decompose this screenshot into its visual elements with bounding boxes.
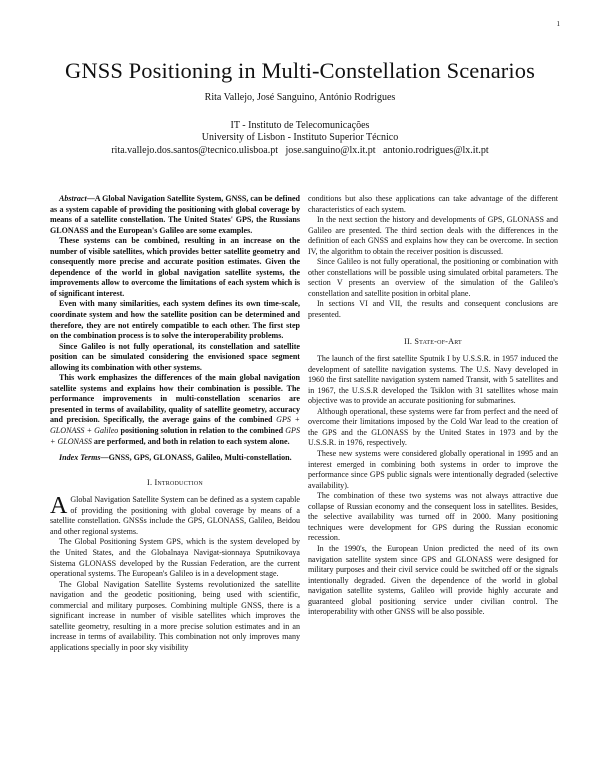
index-terms: Index Terms—GNSS, GPS, GLONASS, Galileo, Multi-constellation. xyxy=(59,453,292,463)
math-gps-glonass-galileo: GPS + GLONASS + Galileo xyxy=(50,415,300,436)
intro-paragraph-6: In sections VI and VII, the results and consequent conclusions are presented. xyxy=(308,299,558,320)
affiliation-line-2: University of Lisbon - Instituto Superior Técnico xyxy=(201,132,399,144)
soa-paragraph-3: These new systems were considered globally operational in 1995 and an interest emerged in combining both systems in order to improve the performance since GPS public signals were intentionally degraded (selective availability). xyxy=(308,449,558,490)
page-number: 1 xyxy=(556,20,560,28)
intro-paragraph-5: Since Galileo is not fully operational, the positioning or combination with other constellations will be possible using simulated orbital parameters. The section V presents an overview of the simulation of the Galileo's constellation and satellite position in orbital plane. xyxy=(308,257,558,298)
affiliation-block xyxy=(0,120,600,157)
section-heading-state-of-art: II. State-of-Art xyxy=(404,336,462,346)
left-column xyxy=(50,194,300,653)
drop-cap: A xyxy=(50,493,68,520)
abstract-paragraph-5: This work emphasizes the differences of the main global navigation satellite systems and explains how their combination is possible. The performance improvements in multi-constellation scenarios are presented in terms of availability, quality of satellite geometry, accuracy and precision. Specifically, the average gains of the combined GPS + GLONASS + Galileo positioning solution in relation to the combined GPS + GLONASS are performed, and both in relation to each system alone. xyxy=(50,373,300,446)
abstract-label: Abstract xyxy=(59,194,87,203)
author-emails: rita.vallejo.dos.santos@tecnico.ulisboa.pt jose.sanguino@lx.it.pt antonio.rodrigues@lx.it.pt xyxy=(111,144,489,156)
intro-paragraph-4: In the next section the history and developments of GPS, GLONASS and Galileo are presented. The third section deals with the differences in the definition of each GNSS and explains how they can be overcome. In section IV, the algorithm to obtain the receiver position is discussed. xyxy=(308,215,558,256)
intro-paragraph-1: A Global Navigation Satellite System can be defined as a system capable of providing the positioning with global coverage by means of a satellite constellation. GNSSs include the GPS, GLONASS, Galileo, Beidou and other regional systems. xyxy=(50,493,300,536)
abstract-paragraph-1: Abstract—A Global Navigation Satellite System, GNSS, can be defined as a system capable of providing the positioning with global coverage by means of a satellite constellation. The United States' GPS, the Russians GLONASS and the European's Galileo are some examples. xyxy=(50,194,300,235)
abstract-paragraph-2: These systems can be combined, resulting in an increase on the number of visible satellites, which provides better satellite geometry and consequently more precise and accurate position estimates. Given the dependence of the world in global navigation satellite systems, the improvements allow to overcome the limitations of each system which is of significant interest. xyxy=(50,236,300,298)
soa-paragraph-5: In the 1990's, the European Union predicted the need of its own navigation satellite system since GPS and GLONASS were designed for military purposes and their civil service could be switched off or the signals intentionally degraded. Given the dependence of the world in global navigation satellite systems, Galileo will provide highly accurate and guaranteed global positioning service under civilian control. The interoperability with other GNSS will be also possible. xyxy=(308,543,558,617)
paper-title: GNSS Positioning in Multi-Constellation Scenarios xyxy=(65,58,535,83)
math-gps-glonass: GPS + GLONASS xyxy=(50,426,300,446)
soa-paragraph-4: The combination of these two systems was not always attractive due collapse of Russian economy and the consequent loss in satellites. Besides, the selective availability was turned off in 2000. Many positioning techniques were development for GPS during the Russian economic recession. xyxy=(308,491,558,543)
soa-paragraph-2: Although operational, these systems were far from perfect and the need of overcome their limitations imposed by the Cold War lead to the creation of the GPS and the GLONASS by the United States in 1973 and by the U.S.S.R. in 1976, respectively. xyxy=(308,406,558,448)
intro-paragraph-3: The Global Navigation Satellite Systems revolutionized the satellite navigation and the geodetic positioning, being used with scientific, commercial and military purposes. Combining multiple GNSS, there is a significant increase in number of visible satellites which improves the satellite geometry, resulting in a more precise solution estimates and in an increase in terms of availability. This combination not only improves many applications specially in poor sky visibility xyxy=(50,579,300,652)
soa-paragraph-1: The launch of the first satellite Sputnik I by U.S.S.R. in 1957 induced the development of satellite navigation systems. The U.S. Navy developed in 1960 the first satellite navigation system named Transit, with 5 satellites and in 1967, the U.S.S.R developed the Tsiklon with 31 satellites whose main objective was to provide an accurate positioning for submarines. xyxy=(308,354,558,406)
section-heading-introduction: I. Introduction xyxy=(147,477,203,487)
intro-paragraph-2: The Global Positioning System GPS, which is the system developed by the United States, and the Globalnaya Navigat-sionnaya Sputnikovaya Sistema GLONASS developed by the Russian Federation, are the current operational systems. The European's Galileo is in a development stage. xyxy=(50,537,300,579)
abstract xyxy=(50,194,300,447)
right-column xyxy=(308,194,558,618)
abstract-paragraph-4: Since Galileo is not fully operational, its constellation and satellite position can be simulated considering the envisioned space segment allowing its combination with other systems. xyxy=(50,341,300,372)
abstract-paragraph-3: Even with many similarities, each system defines its own time-scale, coordinate system and how the satellite position can be determined and therefore, they are not entirely compatible to each other. The first step on the combination process is to solve the interoperability problems. xyxy=(50,299,300,341)
intro-paragraph-3-continued: conditions but also these applications can take advantage of the different characteristics of each system. xyxy=(308,194,558,214)
index-terms-label: Index Terms xyxy=(59,453,101,463)
authors: Rita Vallejo, José Sanguino, António Rodrigues xyxy=(204,92,396,103)
affiliation-line-1: IT - Instituto de Telecomunicações xyxy=(230,120,370,131)
